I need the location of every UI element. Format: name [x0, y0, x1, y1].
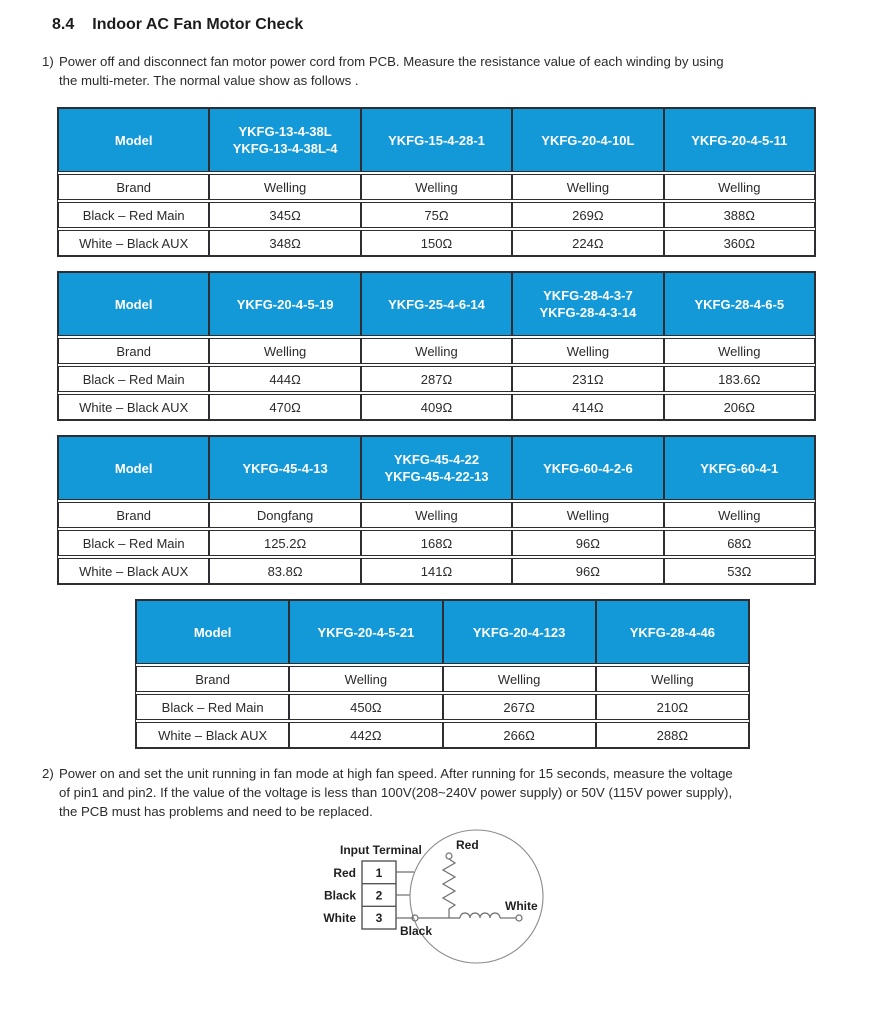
table-row	[136, 666, 749, 692]
table-header-cell: YKFG-13-4-38L YKFG-13-4-38L-4	[209, 108, 360, 172]
resistance-table-1	[57, 107, 816, 257]
resistance-table-2	[57, 271, 816, 421]
table-cell: Brand	[136, 666, 289, 692]
table-cell: 96Ω	[512, 530, 663, 556]
table-header-cell: Model	[58, 436, 209, 500]
step-2	[42, 764, 846, 821]
table-cell: 183.6Ω	[664, 366, 815, 392]
table-cell: Welling	[289, 666, 442, 692]
table-cell: 266Ω	[443, 722, 596, 748]
table-cell: 168Ω	[361, 530, 512, 556]
aux-winding	[412, 913, 522, 921]
table-header-cell: YKFG-28-4-3-7 YKFG-28-4-3-14	[512, 272, 663, 336]
table-header-cell: YKFG-45-4-13	[209, 436, 360, 500]
table-header-cell: Model	[136, 600, 289, 664]
section-heading	[52, 16, 846, 34]
table-header-cell: YKFG-20-4-10L	[512, 108, 663, 172]
table-header-cell: YKFG-15-4-28-1	[361, 108, 512, 172]
terminal-block	[362, 861, 396, 929]
table-cell: Welling	[512, 338, 663, 364]
table-cell: Black – Red Main	[58, 366, 209, 392]
step-2-line: Power on and set the unit running in fan mode at high fan speed. After running for 15 seconds, measure the voltage	[59, 766, 733, 781]
table-cell: 442Ω	[289, 722, 442, 748]
table-header-cell: Model	[58, 108, 209, 172]
table-cell: 53Ω	[664, 558, 815, 584]
table-cell: Welling	[664, 338, 815, 364]
table-cell: Welling	[209, 174, 360, 200]
table-cell: 348Ω	[209, 230, 360, 256]
table-row	[58, 174, 815, 200]
table-cell: Welling	[664, 502, 815, 528]
table-cell: 287Ω	[361, 366, 512, 392]
table-header-cell: YKFG-45-4-22 YKFG-45-4-22-13	[361, 436, 512, 500]
step-1-number: 1)	[42, 54, 54, 69]
table-cell: 450Ω	[289, 694, 442, 720]
table-cell: 288Ω	[596, 722, 749, 748]
table-row	[58, 366, 815, 392]
section-title: Indoor AC Fan Motor Check	[92, 16, 304, 33]
table-cell: 75Ω	[361, 202, 512, 228]
table-row	[58, 202, 815, 228]
table-cell: Welling	[361, 502, 512, 528]
table-cell: Welling	[596, 666, 749, 692]
step-1-line: the multi-meter. The normal value show as follows .	[59, 73, 359, 88]
table-cell: 206Ω	[664, 394, 815, 420]
table-row	[58, 394, 815, 420]
pin-number-2: 2	[375, 888, 383, 903]
motor-wiring-svg	[308, 827, 598, 975]
table-cell: Welling	[512, 174, 663, 200]
table-header-cell: YKFG-60-4-1	[664, 436, 815, 500]
table-cell: Welling	[512, 502, 663, 528]
table-row	[58, 338, 815, 364]
table-cell: Welling	[664, 174, 815, 200]
wire-label-white: White	[323, 911, 356, 925]
table-cell: 444Ω	[209, 366, 360, 392]
table-cell: 150Ω	[361, 230, 512, 256]
table-cell: 409Ω	[361, 394, 512, 420]
table-header-cell: YKFG-20-4-123	[443, 600, 596, 664]
pin-number-1: 1	[375, 866, 383, 880]
step-1-line: Power off and disconnect fan motor power cord from PCB. Measure the resistance value of each winding by using	[59, 54, 724, 69]
table-row	[58, 530, 815, 556]
table-cell: White – Black AUX	[136, 722, 289, 748]
motor-wiring-diagram	[308, 827, 846, 980]
table-cell: White – Black AUX	[58, 558, 209, 584]
winding-label-red: Red	[456, 838, 479, 852]
table-cell: Welling	[443, 666, 596, 692]
table-cell: Black – Red Main	[136, 694, 289, 720]
table-cell: 83.8Ω	[209, 558, 360, 584]
step-2-text	[59, 764, 846, 821]
table-cell: 231Ω	[512, 366, 663, 392]
table-cell: Brand	[58, 174, 209, 200]
table-header-cell: Model	[58, 272, 209, 336]
table-cell: 267Ω	[443, 694, 596, 720]
table-header-row	[58, 108, 815, 172]
table-cell: Black – Red Main	[58, 202, 209, 228]
table-header-cell: YKFG-20-4-5-21	[289, 600, 442, 664]
table-cell: Dongfang	[209, 502, 360, 528]
table-row	[58, 230, 815, 256]
table-cell: 345Ω	[209, 202, 360, 228]
table-cell: 68Ω	[664, 530, 815, 556]
step-1	[42, 52, 846, 90]
table-cell: 388Ω	[664, 202, 815, 228]
table-header-cell: YKFG-25-4-6-14	[361, 272, 512, 336]
table-header-row	[136, 600, 749, 664]
pin-number-3: 3	[375, 911, 383, 925]
table-row	[136, 722, 749, 748]
table-cell: 96Ω	[512, 558, 663, 584]
section-number: 8.4	[52, 16, 75, 33]
wire-label-red: Red	[333, 866, 356, 880]
table-cell: 224Ω	[512, 230, 663, 256]
table-cell: Brand	[58, 502, 209, 528]
resistance-table-4	[135, 599, 750, 749]
table-cell: 414Ω	[512, 394, 663, 420]
table-cell: 269Ω	[512, 202, 663, 228]
table-header-cell: YKFG-28-4-46	[596, 600, 749, 664]
table-cell: Welling	[361, 338, 512, 364]
table-header-cell: YKFG-28-4-6-5	[664, 272, 815, 336]
table-cell: White – Black AUX	[58, 394, 209, 420]
table-cell: 125.2Ω	[209, 530, 360, 556]
table-header-row	[58, 436, 815, 500]
table-cell: Welling	[361, 174, 512, 200]
wire-label-black: Black	[323, 888, 356, 903]
table-cell: White – Black AUX	[58, 230, 209, 256]
table-cell: 141Ω	[361, 558, 512, 584]
step-2-number: 2)	[42, 766, 54, 781]
table-header-cell: YKFG-20-4-5-19	[209, 272, 360, 336]
winding-label-black: Black	[399, 924, 433, 938]
table-row	[136, 694, 749, 720]
input-terminal-label: Input Terminal	[340, 843, 422, 857]
step-1-text	[59, 52, 846, 90]
table-header-row	[58, 272, 815, 336]
table-row	[58, 502, 815, 528]
main-winding	[443, 853, 455, 918]
table-cell: Brand	[58, 338, 209, 364]
step-2-line: of pin1 and pin2. If the value of the voltage is less than 100V(208~240V power supply) or 50V (115V power supply),	[59, 785, 733, 800]
table-cell: 470Ω	[209, 394, 360, 420]
table-cell: 360Ω	[664, 230, 815, 256]
table-row	[58, 558, 815, 584]
winding-label-white: White	[505, 899, 538, 913]
table-header-cell: YKFG-20-4-5-11	[664, 108, 815, 172]
resistance-table-3	[57, 435, 816, 585]
table-cell: 210Ω	[596, 694, 749, 720]
table-cell: Welling	[209, 338, 360, 364]
step-2-line: the PCB must has problems and need to be replaced.	[59, 804, 373, 819]
table-header-cell: YKFG-60-4-2-6	[512, 436, 663, 500]
table-cell: Black – Red Main	[58, 530, 209, 556]
